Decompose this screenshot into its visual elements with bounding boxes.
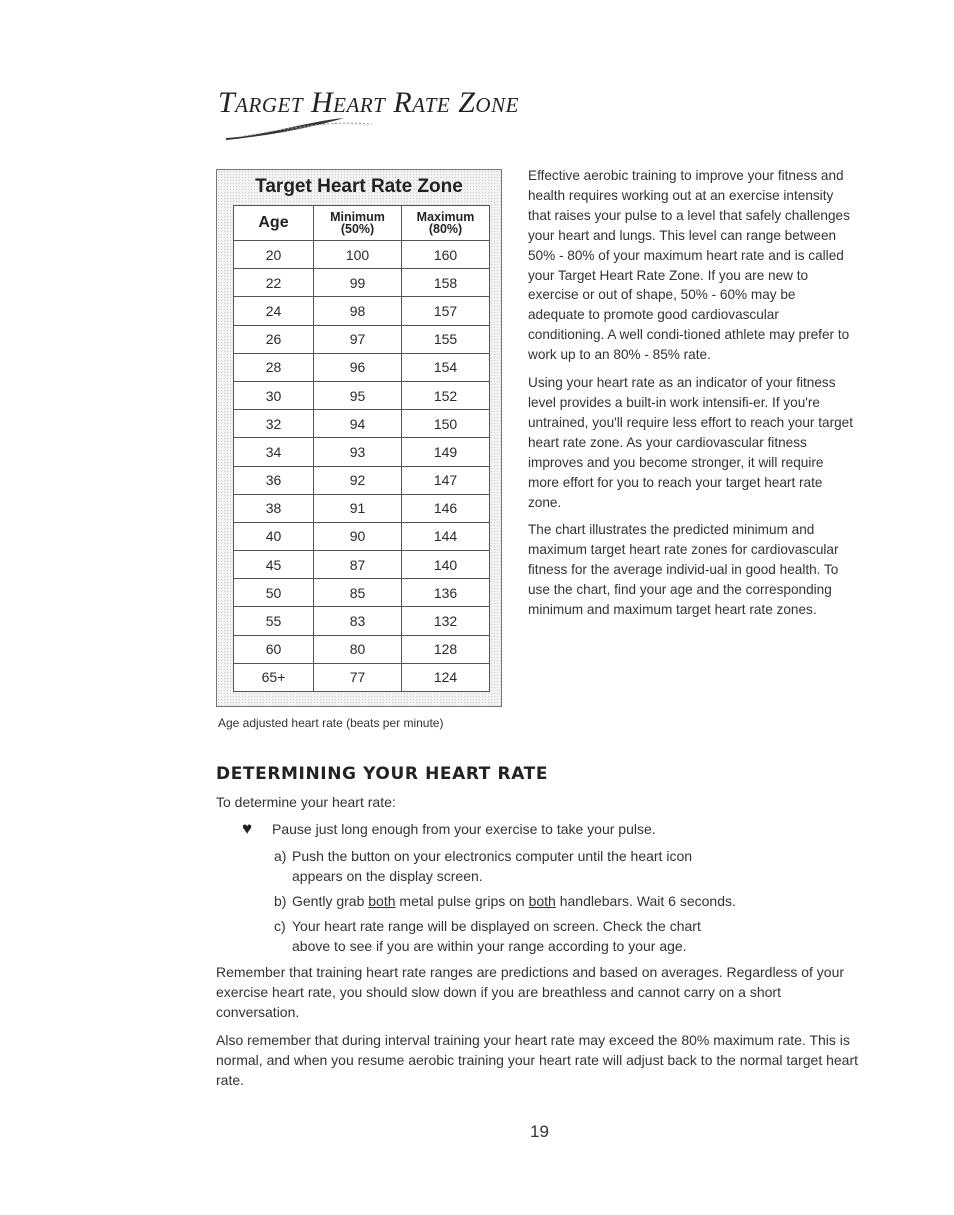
page-number: 19 [530,1122,549,1141]
page-title: Target Heart Rate Zone [218,86,519,119]
table-row [234,522,490,550]
step-b-emphasis-1: both [368,893,396,909]
cell-age: 60 [234,635,314,663]
cell-minimum: 97 [314,325,402,353]
cell-age: 22 [234,269,314,297]
step-b-post: handlebars. Wait 6 seconds. [555,893,736,909]
cell-maximum: 155 [402,325,490,353]
step-b-pre: Gently grab [292,893,369,909]
cell-age: 20 [234,241,314,269]
heart-rate-table [233,205,490,692]
table-row [234,269,490,297]
table-row [234,466,490,494]
section-heading: DETERMINING YOUR HEART RATE [216,764,549,784]
paragraph-interval-training: Also remember that during interval training your heart rate may exceed the 80% maximum rate. This is normal, and when you resume aerobic training your heart rate will adjust back to the normal target heart rate. [216,1032,859,1088]
table-row [234,297,490,325]
table-row [234,494,490,522]
heart-rate-table-panel [216,169,502,707]
table-row [234,410,490,438]
cell-age: 65+ [234,663,314,691]
cell-minimum: 83 [314,607,402,635]
cell-age: 26 [234,325,314,353]
cell-minimum: 95 [314,381,402,409]
cell-age: 28 [234,353,314,381]
cell-minimum: 98 [314,297,402,325]
step-b-emphasis-2: both [528,893,556,909]
step-c-mark: c) [274,918,286,934]
cell-maximum: 147 [402,466,490,494]
table-row [234,579,490,607]
cell-minimum: 94 [314,410,402,438]
step-c [274,916,854,956]
intro-paragraph-2: Using your heart rate as an indicator of your fitness level provides a built-in work intensifi-er. If you're untrained, you'll require less effort to reach your target heart rate zone. As your cardiovascular fitness improves and you become stronger, it will require more effort for you to reach your target heart rate zone. [528,375,853,510]
table-row [234,607,490,635]
paragraph-averages: Remember that training heart rate ranges are predictions and based on averages. Regardless of your exercise heart rate, you should slow down if you are breathless and cannot carry on a short conversation. [216,964,845,1020]
step-b [274,891,854,911]
cell-age: 40 [234,522,314,550]
step-a-line2: appears on the display screen. [292,868,483,884]
table-row [234,381,490,409]
col-header-maximum-label: Maximum [416,210,475,224]
cell-maximum: 149 [402,438,490,466]
step-c-line1: Your heart rate range will be displayed on screen. Check the chart [292,918,701,934]
cell-minimum: 85 [314,579,402,607]
cell-maximum: 124 [402,663,490,691]
cell-age: 45 [234,551,314,579]
col-header-maximum-pct: (80%) [428,222,463,236]
cell-age: 36 [234,466,314,494]
intro-column [528,166,854,628]
cell-maximum: 152 [402,381,490,409]
pause-text: Pause just long enough from your exercise to take your pulse. [272,821,656,837]
col-header-minimum-label: Minimum [330,210,385,224]
step-a [274,846,854,886]
cell-maximum: 136 [402,579,490,607]
table-row [234,353,490,381]
cell-age: 55 [234,607,314,635]
table-row [234,551,490,579]
cell-minimum: 93 [314,438,402,466]
cell-minimum: 100 [314,241,402,269]
cell-maximum: 146 [402,494,490,522]
cell-age: 38 [234,494,314,522]
col-header-maximum [402,206,490,241]
table-title: Target Heart Rate Zone [255,176,463,197]
step-b-mark: b) [274,893,287,909]
cell-age: 32 [234,410,314,438]
col-header-age: Age [234,206,314,241]
table-row [234,438,490,466]
cell-maximum: 132 [402,607,490,635]
step-a-line1: Push the button on your electronics computer until the heart icon [292,848,693,864]
cell-minimum: 96 [314,353,402,381]
table-header-row [234,206,490,241]
step-a-mark: a) [274,848,287,864]
cell-minimum: 80 [314,635,402,663]
step-c-line2: above to see if you are within your range according to your age. [292,938,687,954]
cell-maximum: 157 [402,297,490,325]
cell-minimum: 77 [314,663,402,691]
cell-age: 34 [234,438,314,466]
cell-minimum: 87 [314,551,402,579]
col-header-minimum [314,206,402,241]
cell-maximum: 150 [402,410,490,438]
intro-paragraph-1: Effective aerobic training to improve your fitness and health requires working out at an exercise intensity that raises your pulse to a level that safely challenges your heart and lungs. This level can range between 50% - 80% of your maximum heart rate and is called your Target Heart Rate Zone. If you are new to exercise or out of shape, 50% - 60% may be adequate to promote good cardiovascular conditioning. A well condi-tioned athlete may prefer to work up to an 80% - 85% rate. [528,168,850,363]
heart-icon: ♥ [242,819,253,838]
table-row [234,241,490,269]
cell-minimum: 92 [314,466,402,494]
swoosh-decoration [224,112,374,142]
cell-maximum: 144 [402,522,490,550]
heart-rate-table-body [234,241,490,692]
cell-minimum: 91 [314,494,402,522]
section-intro: To determine your heart rate: [216,794,396,810]
cell-maximum: 140 [402,551,490,579]
cell-maximum: 158 [402,269,490,297]
step-b-mid: metal pulse grips on [395,893,529,909]
table-row [234,663,490,691]
cell-maximum: 160 [402,241,490,269]
intro-paragraph-3: The chart illustrates the predicted minimum and maximum target heart rate zones for cardiovascular fitness for the average individ-ual in good health. To use the chart, find your age and the corresponding minimum and maximum target heart rate zones. [528,522,839,618]
cell-age: 50 [234,579,314,607]
col-header-minimum-pct: (50%) [340,222,375,236]
cell-maximum: 128 [402,635,490,663]
table-caption: Age adjusted heart rate (beats per minute) [218,716,444,730]
cell-age: 24 [234,297,314,325]
table-row [234,325,490,353]
cell-age: 30 [234,381,314,409]
table-row [234,635,490,663]
cell-maximum: 154 [402,353,490,381]
pause-instruction [242,819,862,839]
cell-minimum: 90 [314,522,402,550]
cell-minimum: 99 [314,269,402,297]
